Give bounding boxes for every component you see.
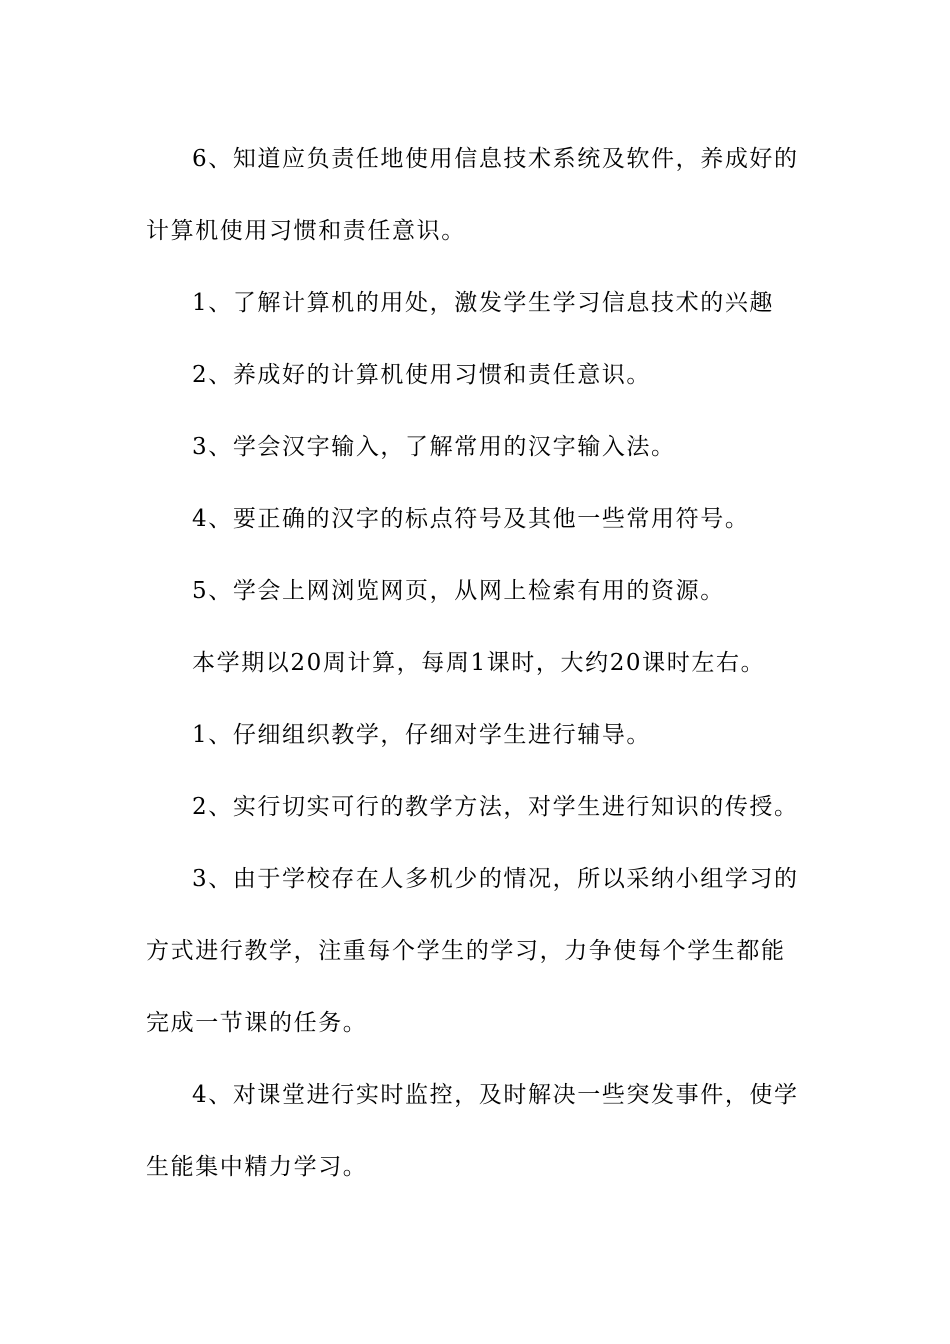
paragraph-schedule: 本学期以20周计算，每周1课时，大约20课时左右。 bbox=[192, 650, 766, 676]
paragraph-measure-4: 4、对课堂进行实时监控，及时解决一些突发事件，使学生能集中精力学习。 bbox=[146, 1082, 799, 1180]
paragraph-measure-2: 2、实行切实可行的教学方法，对学生进行知识的传授。 bbox=[192, 794, 799, 820]
paragraph-task-3: 3、学会汉字输入，了解常用的汉字输入法。 bbox=[192, 434, 676, 460]
paragraph-measure-1: 1、仔细组织教学，仔细对学生进行辅导。 bbox=[192, 722, 652, 748]
paragraph-task-4: 4、要正确的汉字的标点符号及其他一些常用符号。 bbox=[192, 506, 750, 532]
paragraph-task-5: 5、学会上网浏览网页，从网上检索有用的资源。 bbox=[192, 578, 725, 604]
paragraph-goal-6: 6、知道应负责任地使用信息技术系统及软件，养成好的计算机使用习惯和责任意识。 bbox=[146, 146, 799, 244]
paragraph-task-2: 2、养成好的计算机使用习惯和责任意识。 bbox=[192, 362, 652, 388]
paragraph-task-1: 1、了解计算机的用处，激发学生学习信息技术的兴趣 bbox=[192, 290, 775, 316]
document-body bbox=[146, 123, 806, 1203]
paragraph-measure-3: 3、由于学校存在人多机少的情况，所以采纳小组学习的方式进行教学，注重每个学生的学习，力争使每个学生都能完成一节课的任务。 bbox=[146, 866, 799, 1036]
